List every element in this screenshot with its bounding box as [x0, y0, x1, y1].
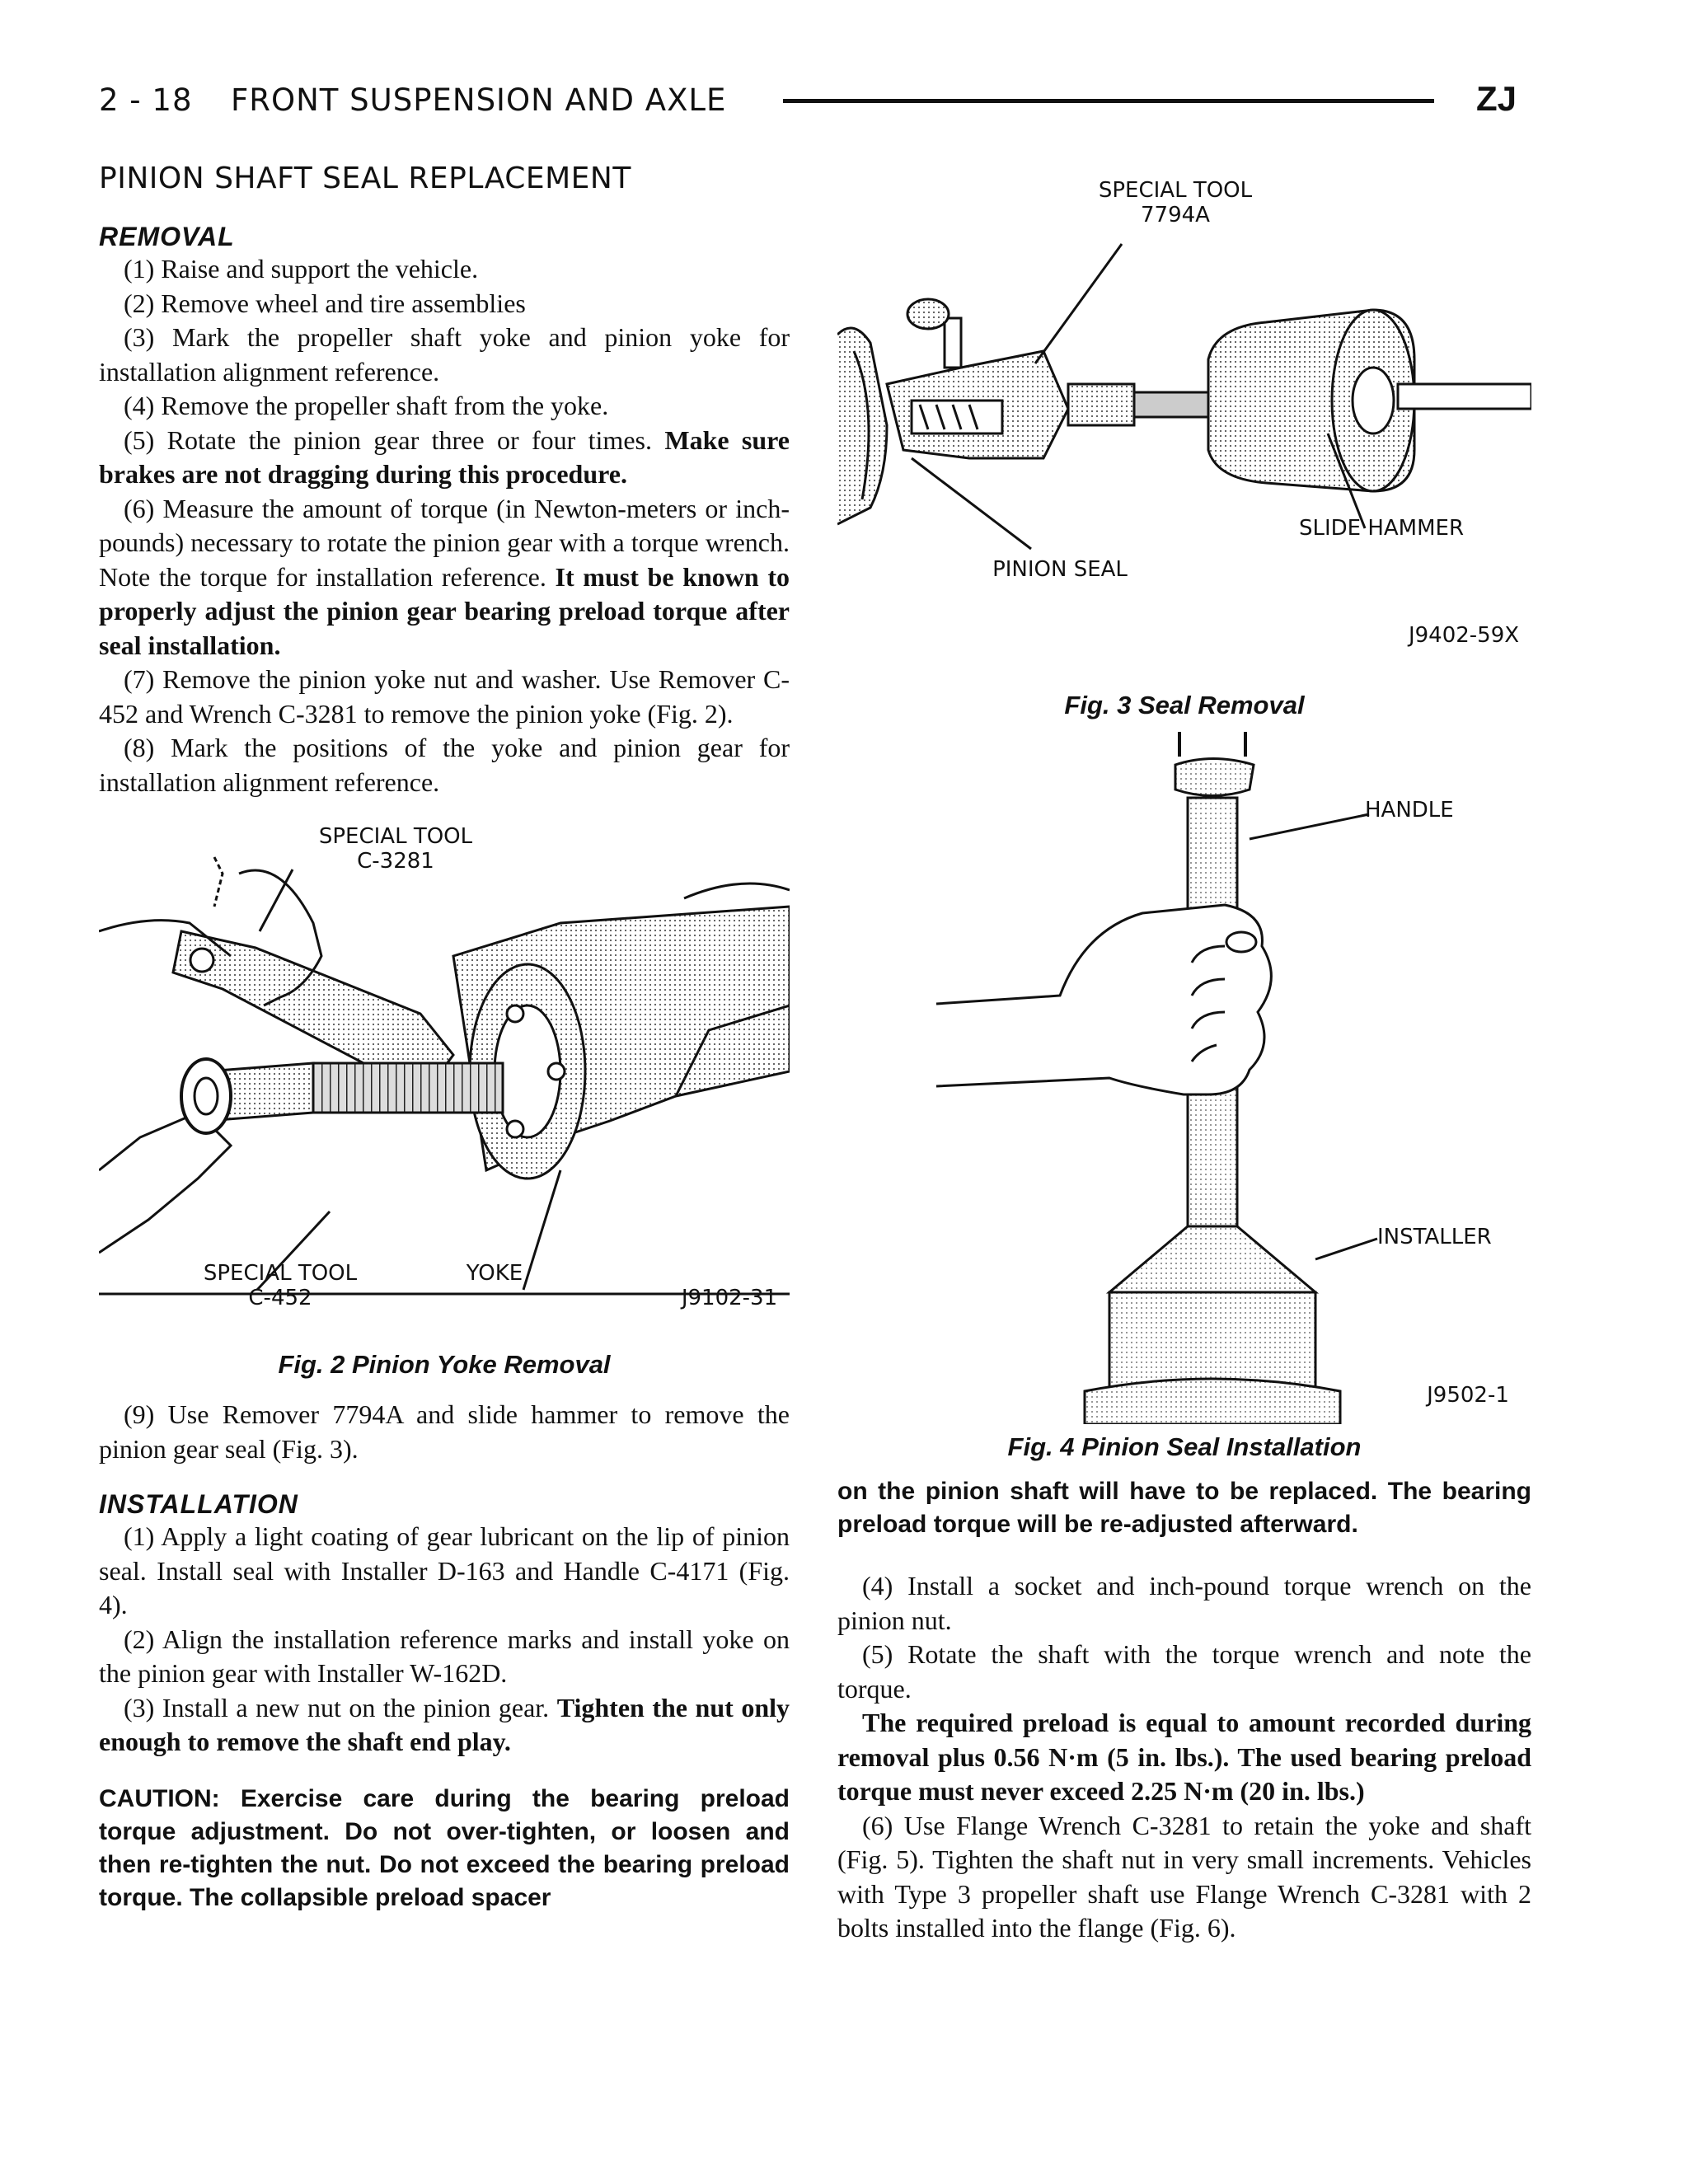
preload-requirement: The required preload is equal to amount recorded during removal plus 0.56 N·m (5 in. lbs.). The used bearing preload torque must never exceed 2.25 N·m (20 in. lbs.) [837, 1708, 1531, 1806]
left-column [99, 162, 790, 1915]
installation-steps [99, 1520, 790, 1760]
installation-step-6: (6) Use Flange Wrench C-3281 to retain the yoke and shaft (Fig. 5). Tighten the shaft nut in very small increments. Vehicles with Type 3 propeller shaft use Flange Wrench C-3281 with 2 bolts installed into the flange (Fig. 6). [837, 1810, 1531, 1943]
removal-step-8: (8) Mark the positions of the yoke and pinion gear for installation alignment reference. [99, 733, 790, 797]
model-code: ZJ [1475, 79, 1517, 118]
fig4-figure-code: J9502-1 [1427, 1383, 1509, 1408]
fig2-label-special-tool-c3281: SPECIAL TOOL C-3281 [318, 824, 473, 874]
fig2-label-yoke: YOKE [466, 1261, 523, 1286]
removal-step-5: (5) Rotate the pinion gear three or four times. Make sure brakes are not dragging during this procedure. [99, 424, 790, 489]
caution-note-continued: on the pinion shaft will have to be replaced. The bearing preload torque will be re-adjusted afterward. [837, 1478, 1531, 1538]
installation-step-2: (2) Align the installation reference marks and install yoke on the pinion gear with Installer W-162D. [99, 1624, 790, 1688]
removal-step-1: (1) Raise and support the vehicle. [124, 254, 479, 284]
removal-step-2: (2) Remove wheel and tire assemblies [124, 288, 526, 318]
caution-note: CAUTION: Exercise care during the bearing preload torque adjustment. Do not over-tighten, or loosen and then re-tighten the nut. Do not exceed the bearing preload torque. The collapsible preload spacer [99, 1784, 790, 1911]
fig2-figure-code: J9102-31 [681, 1286, 778, 1310]
installation-step-3: (3) Install a new nut on the pinion gear. Tighten the nut only enough to remove the shaft end play. [99, 1692, 790, 1756]
removal-step-4: (4) Remove the propeller shaft from the yoke. [124, 391, 609, 420]
installation-step-5: (5) Rotate the shaft with the torque wrench and note the torque. [837, 1639, 1531, 1704]
pinion-yoke-removal-drawing [99, 824, 790, 1335]
removal-step-7: (7) Remove the pinion yoke nut and washer. Use Remover C-452 and Wrench C-3281 to remove the pinion yoke (Fig. 2). [99, 664, 790, 729]
installation-step-4: (4) Install a socket and inch-pound torque wrench on the pinion nut. [837, 1571, 1531, 1635]
removal-step-3: (3) Mark the propeller shaft yoke and pinion yoke for installation alignment reference. [99, 322, 790, 387]
fig3-label-slide-hammer: SLIDE HAMMER [1298, 516, 1465, 541]
fig2-caption: Fig. 2 Pinion Yoke Removal [278, 1350, 611, 1379]
section-heading: PINION SHAFT SEAL REPLACEMENT [99, 162, 631, 195]
page-header [99, 76, 1517, 125]
removal-heading: REMOVAL [99, 222, 235, 251]
fig3-label-special-tool-7794a: SPECIAL TOOL 7794A [1098, 178, 1253, 227]
fig3-illustration [837, 162, 1531, 673]
fig2-illustration [99, 824, 790, 1335]
removal-step-6: (6) Measure the amount of torque (in Newton-meters or inch-pounds) necessary to rotate the pinion gear with a torque wrench. Note the torque for installation reference. It must be known to properly adjust the pinion gear bearing preload torque after seal installation. [99, 493, 790, 660]
installation-step-1: (1) Apply a light coating of gear lubricant on the lip of pinion seal. Install seal with Installer D-163 and Handle C-4171 (Fig. 4). [99, 1521, 790, 1619]
section-title: FRONT SUSPENSION AND AXLE [231, 82, 727, 118]
fig4-label-handle: HANDLE [1365, 798, 1454, 823]
installation-steps-continued [837, 1569, 1531, 1946]
fig2-label-special-tool-c452: SPECIAL TOOL C-452 [203, 1261, 358, 1310]
fig3-caption: Fig. 3 Seal Removal [1064, 691, 1305, 719]
page-number: 2 - 18 [99, 82, 193, 118]
fig4-label-installer: INSTALLER [1377, 1225, 1492, 1249]
fig3-figure-code: J9402-59X [1408, 623, 1520, 648]
fig4-illustration [837, 732, 1531, 1424]
right-column [837, 162, 1531, 1946]
installation-heading: INSTALLATION [99, 1489, 298, 1519]
fig3-label-pinion-seal: PINION SEAL [992, 557, 1128, 582]
removal-step-9: (9) Use Remover 7794A and slide hammer to remove the pinion gear seal (Fig. 3). [99, 1399, 790, 1464]
header-rule [783, 99, 1434, 103]
pinion-seal-installation-drawing [837, 732, 1531, 1424]
removal-steps [99, 252, 790, 799]
seal-removal-drawing [837, 162, 1531, 673]
fig4-caption: Fig. 4 Pinion Seal Installation [1007, 1432, 1362, 1461]
